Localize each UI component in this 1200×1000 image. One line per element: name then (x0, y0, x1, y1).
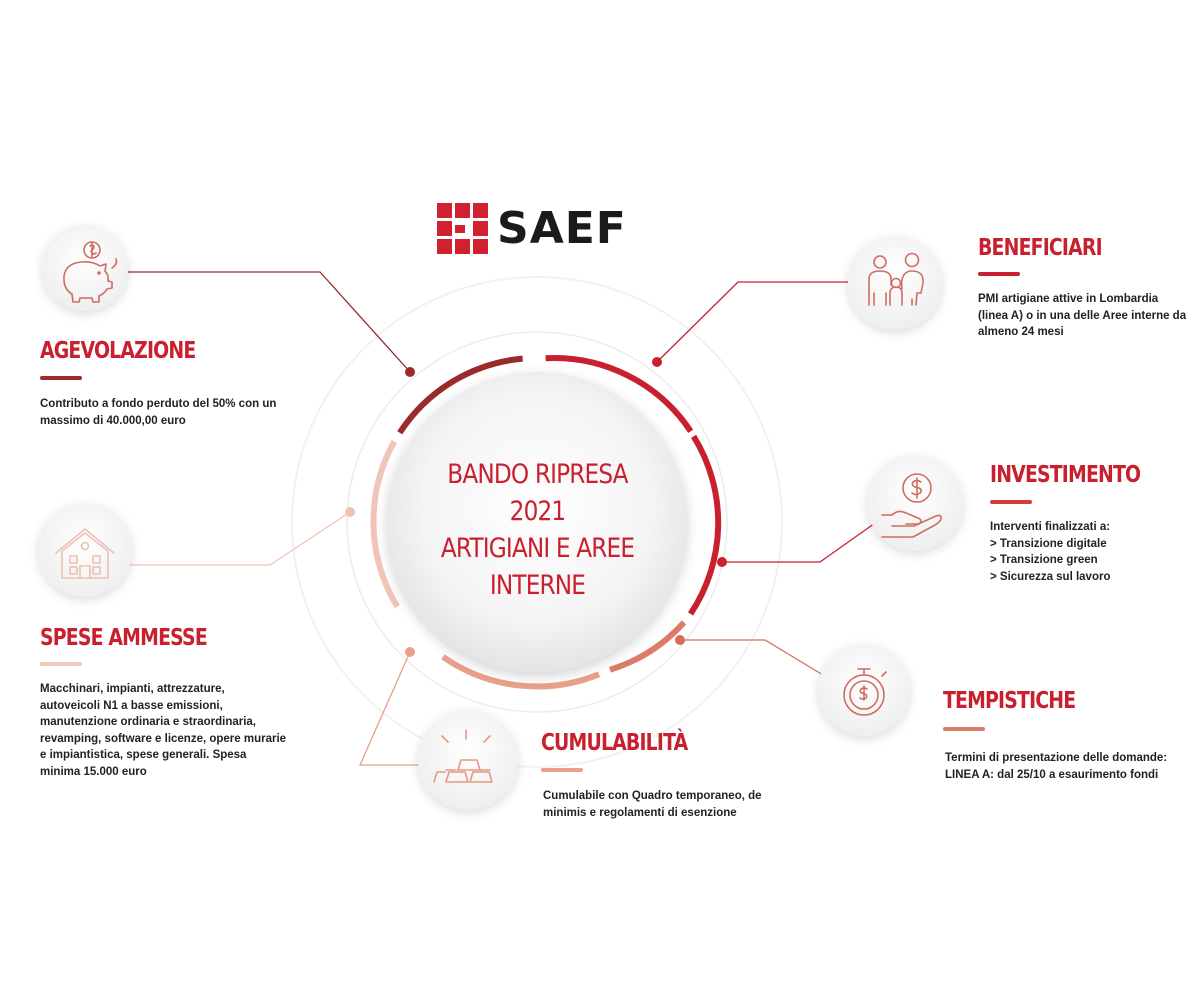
cumulabilita-line: Cumulabile con Quadro temporaneo, de (543, 790, 762, 802)
ring-arc-right (691, 436, 719, 614)
investimento-rule (990, 500, 1032, 504)
center-title-line-1: BANDO RIPRESA 2021 (447, 459, 628, 527)
agevolazione-rule (40, 376, 82, 380)
beneficiari-line: PMI artigiane attive in Lombardia (978, 293, 1159, 305)
investimento-heading: INVESTIMENTO (990, 462, 1141, 488)
investimento-item: > Transizione green (990, 554, 1098, 566)
dot-agevolazione (405, 367, 415, 377)
dot-investimento (717, 557, 727, 567)
beneficiari-rule (978, 272, 1020, 276)
investimento-intro: Interventi finalizzati a: (990, 521, 1111, 533)
spese-description (40, 681, 320, 780)
center-title-line-3: INTERNE (489, 570, 586, 601)
cumulabilita-line: minimis e regolamenti di esenzione (543, 806, 737, 819)
agevolazione-line: massimo di 40.000,00 euro (40, 414, 186, 427)
bubble-beneficiari (848, 236, 942, 330)
center-title (428, 456, 647, 604)
beneficiari-line: almeno 24 mesi (978, 326, 1064, 338)
tempistiche-line: LINEA A: dal 25/10 a esaurimento fondi (945, 768, 1159, 781)
cumulabilita-rule (541, 768, 583, 772)
investimento-item: > Transizione digitale (990, 537, 1107, 550)
saef-logo-text: SAEF (497, 203, 627, 254)
saef-logo (437, 203, 627, 255)
connector-beneficiari (657, 282, 857, 362)
connector-tempistiche (680, 640, 828, 678)
spese-heading: SPESE AMMESSE (40, 625, 207, 651)
agevolazione-heading: AGEVOLAZIONE (40, 338, 196, 364)
beneficiari-heading: BENEFICIARI (978, 235, 1102, 261)
tempistiche-description (945, 750, 1190, 783)
center-title-line-2: ARTIGIANI E AREE (440, 533, 635, 564)
dot-spese (345, 507, 355, 517)
cumulabilita-description (543, 788, 793, 821)
spese-rule (40, 662, 82, 666)
beneficiari-description (978, 291, 1193, 341)
investimento-description (990, 519, 1190, 585)
agevolazione-description (40, 396, 340, 429)
agevolazione-line: Contributo a fondo perduto del 50% con un (40, 398, 277, 410)
saef-logo-mark (437, 203, 489, 255)
spese-line: autoveicoli N1 a basse emissioni, (40, 699, 223, 712)
investimento-item: > Sicurezza sul lavoro (990, 570, 1111, 583)
spese-line: minima 15.000 euro (40, 765, 147, 778)
connector-spese (118, 512, 350, 565)
cumulabilita-heading: CUMULABILITÀ (541, 730, 688, 756)
spese-line: Macchinari, impianti, attrezzature, (40, 683, 225, 695)
tempistiche-line: Termini di presentazione delle domande: (945, 752, 1168, 764)
beneficiari-line: (linea A) o in una delle Aree interne da (978, 309, 1187, 322)
spese-line: revamping, software e licenze, opere murarie (40, 732, 287, 745)
dot-beneficiari (652, 357, 662, 367)
tempistiche-rule (943, 727, 985, 731)
dot-tempistiche (675, 635, 685, 645)
tempistiche-heading: TEMPISTICHE (943, 688, 1076, 714)
connector-investimento (722, 521, 878, 562)
spese-line: manutenzione ordinaria e straordinaria, (40, 716, 256, 728)
spese-line: e impiantistica, spese generali. Spesa (40, 749, 247, 761)
dot-cumulabilita (405, 647, 415, 657)
